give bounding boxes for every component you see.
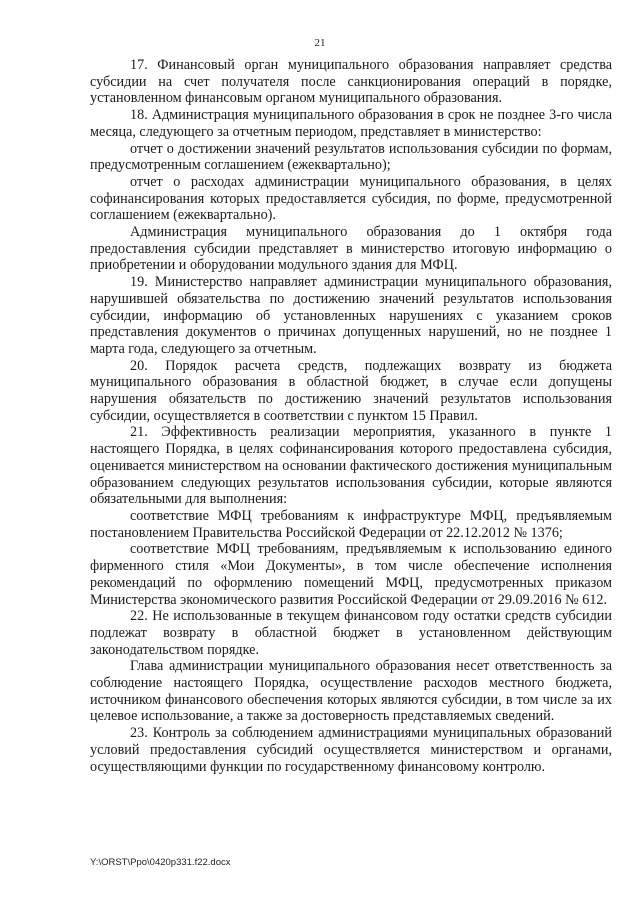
- paragraph-17: 17. Финансовый орган муниципального образования направляет средства субсидии на счет получателя после санкционирования операций в порядке, установленном финансовым органом муниципального образования.: [90, 57, 612, 107]
- paragraph-18: 18. Администрация муниципального образования в срок не позднее 3-го числа месяца, следующего за отчетным периодом, представляет в министерство:: [90, 107, 612, 140]
- paragraph-18-report-results: отчет о достижении значений результатов использования субсидии по формам, предусмотренным соглашением (ежеквартально);: [90, 140, 612, 174]
- page-number: 21: [314, 37, 326, 49]
- paragraph-21: 21. Эффективность реализации мероприятия, указанного в пункте 1 настоящего Порядка, в целях софинансирования которого предоставлена субсидия, оценивается министерством на основании фактического достижения муниципальным образованием следующих результатов использования субсидии, которые являются обязательными для выполнения:: [90, 424, 612, 508]
- paragraph-21-infrastructure: соответствие МФЦ требованиям к инфраструктуре МФЦ, предъявляемым постановлением Правительства Российской Федерации от 22.12.2012 № 1376;: [90, 507, 612, 541]
- paragraph-22-responsibility: Глава администрации муниципального образования несет ответственность за соблюдение настоящего Порядка, осуществление расходов местного бюджета, источником финансового обеспечения которых являются субсидии, в том числе за их целевое использование, а также за достоверность представляемых сведений.: [90, 658, 612, 725]
- document-body: [90, 57, 612, 775]
- paragraph-19: 19. Министерство направляет администрации муниципального образования, нарушившей обязательства по достижению значений результатов использования субсидии, информацию об установленных нарушениях с указанием сроков представления документов о причинах допущенных нарушений, но не позднее 1 марта года, следующего за отчетным.: [90, 274, 612, 357]
- paragraph-20: 20. Порядок расчета средств, подлежащих возврату из бюджета муниципального образования в областной бюджет, в случае если допущены нарушения обязательств по достижению значений результатов использования субсидии, осуществляется в соответствии с пунктом 15 Правил.: [90, 357, 612, 424]
- footer-file-path: Y:\ORST\Ppo\0420p331.f22.docx: [90, 857, 231, 868]
- paragraph-18-report-expenses: отчет о расходах администрации муниципального образования, в целях софинансирования которых предоставляется субсидия, по форме, предусмотренной соглашением (ежеквартально).: [90, 173, 612, 224]
- paragraph-23: 23. Контроль за соблюдением администрациями муниципальных образований условий предоставления субсидий осуществляется министерством и органами, осуществляющими функции по государственному финансовому контролю.: [90, 725, 612, 775]
- paragraph-22: 22. Не использованные в текущем финансовом году остатки средств субсидии подлежат возврату в областной бюджет в установленном действующим законодательством порядке.: [90, 608, 612, 658]
- paragraph-18-final-info: Администрация муниципального образования до 1 октября года предоставления субсидии представляет в министерство итоговую информацию о приобретении и оборудовании модульного здания для МФЦ.: [90, 224, 612, 274]
- paragraph-21-brand-style: соответствие МФЦ требованиям, предъявляемым к использованию единого фирменного стиля «Мои Документы», в том числе обеспечение исполнения рекомендаций по оформлению помещений МФЦ, предусмотренных приказом Министерства экономического развития Российской Федерации от 29.09.2016 № 612.: [90, 541, 612, 608]
